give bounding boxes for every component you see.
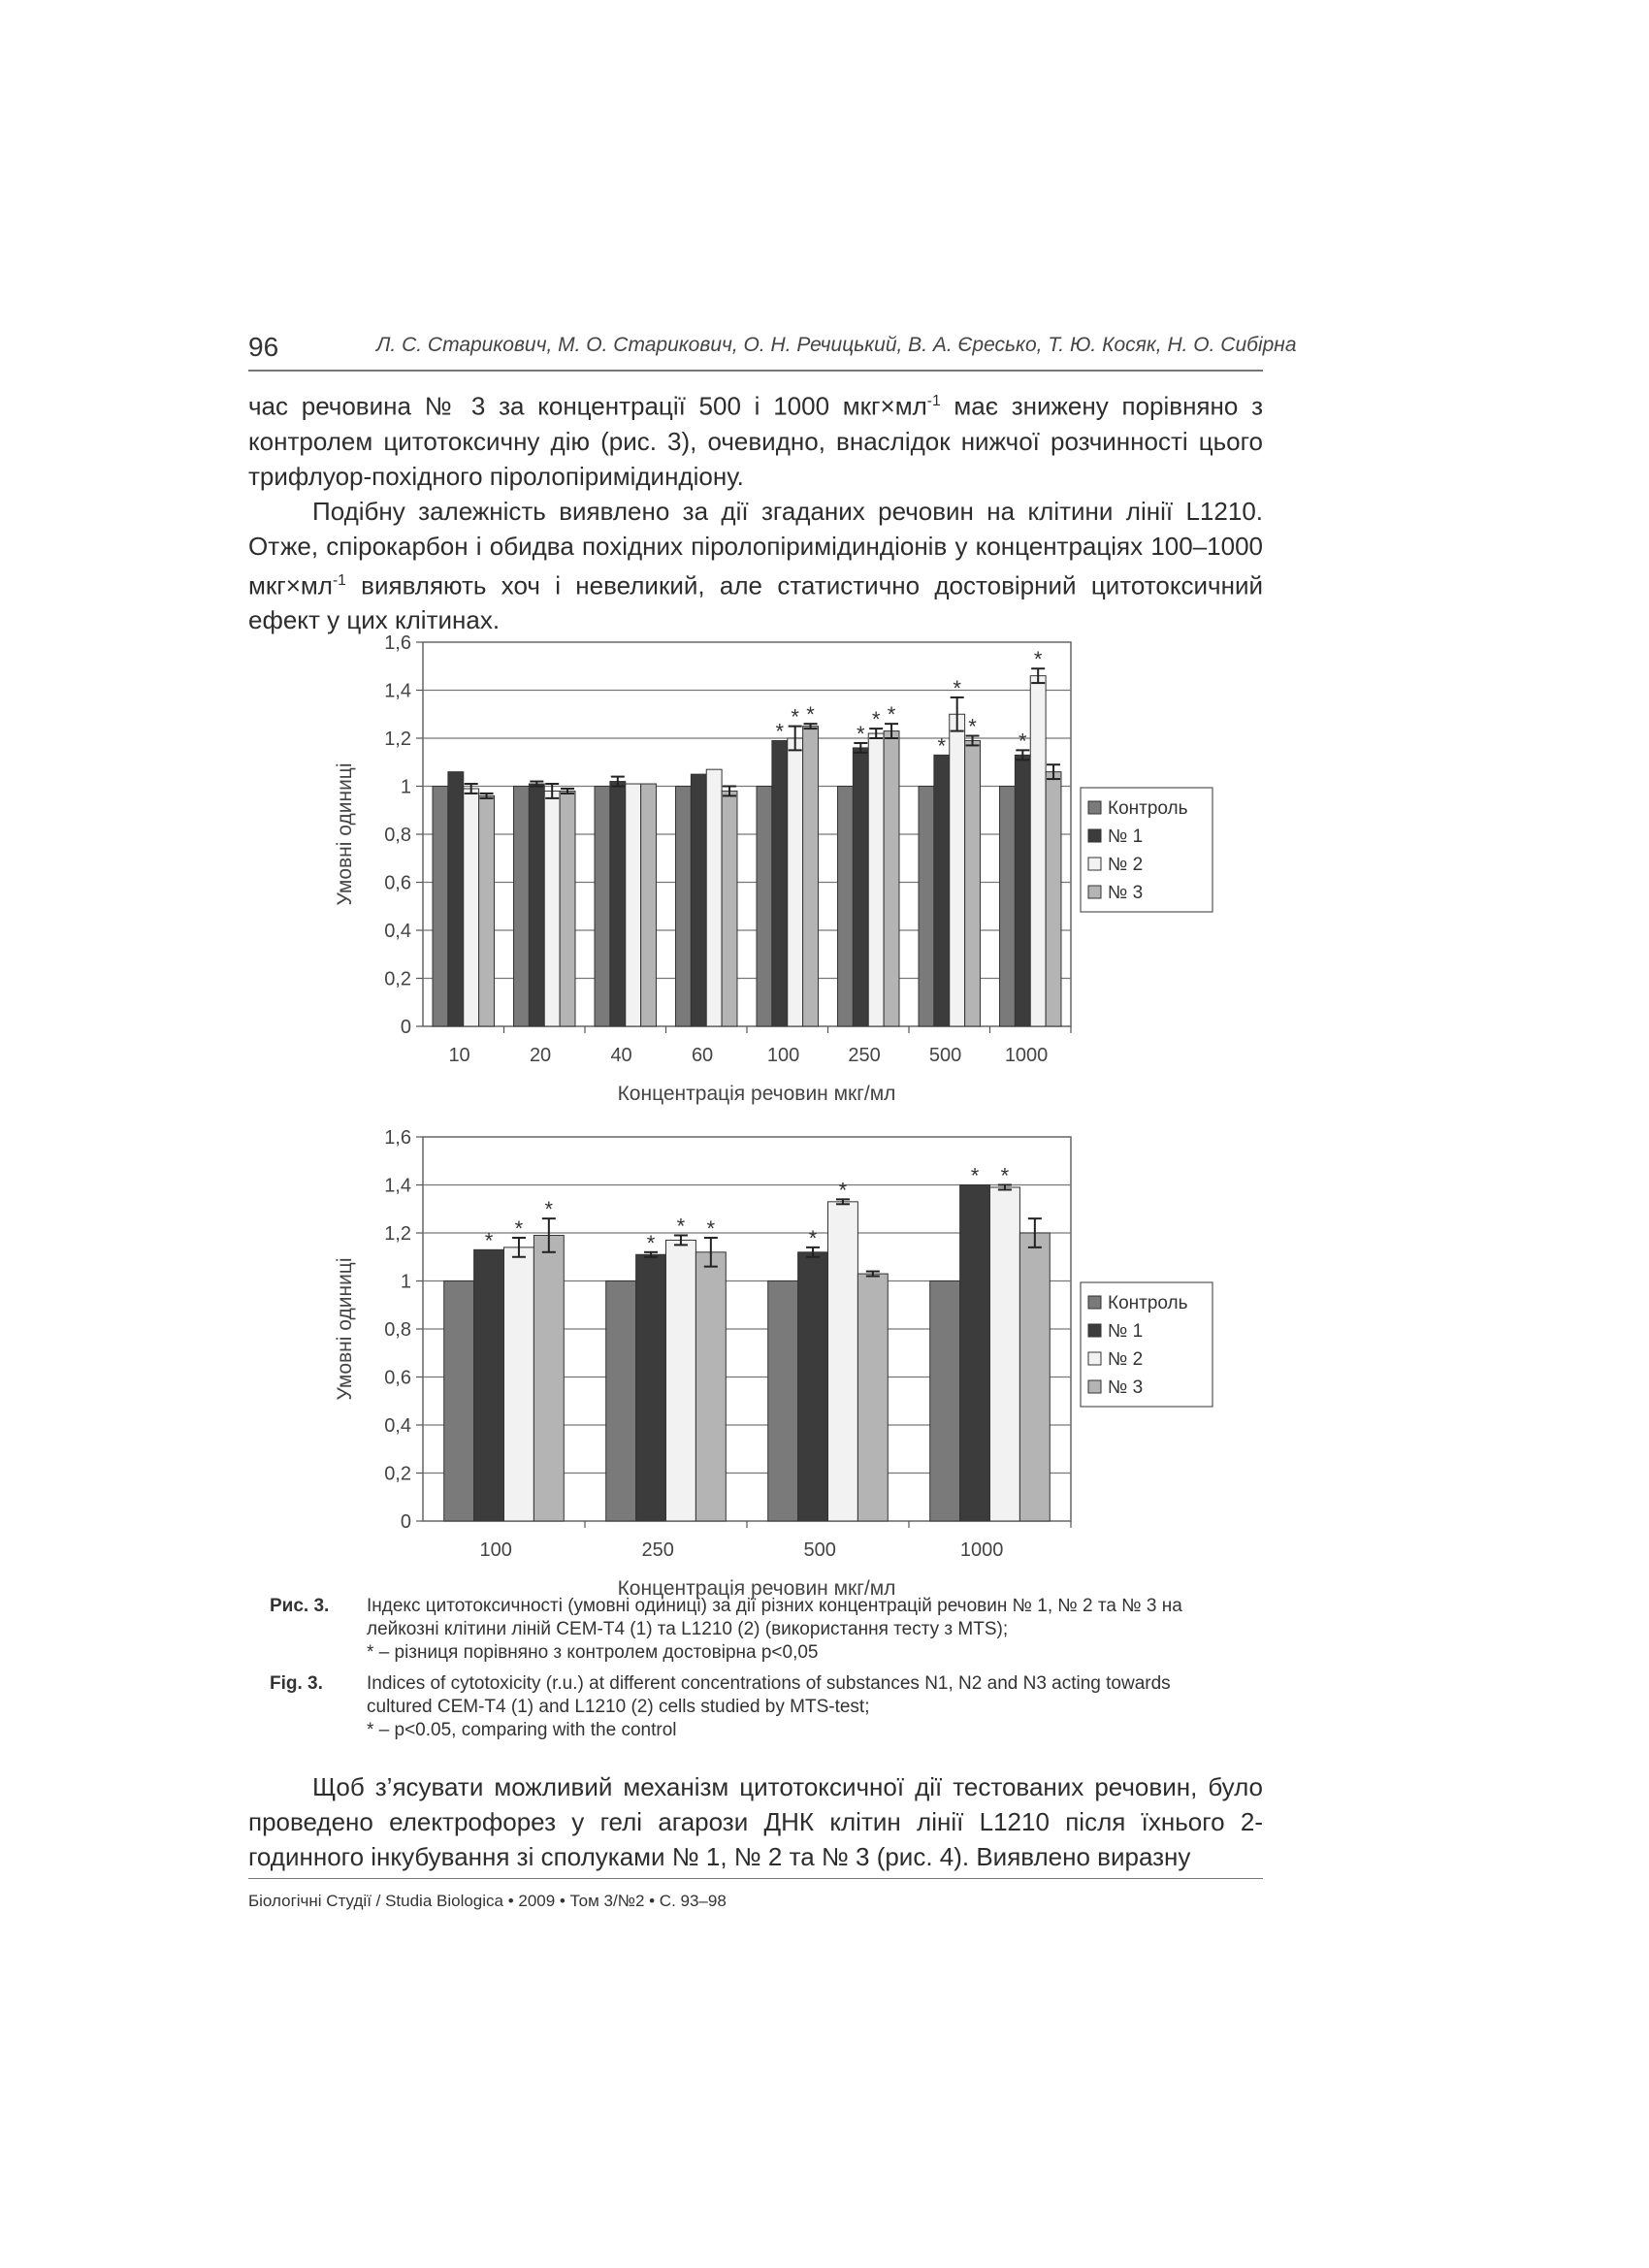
y-axis-label: Умовні одиниці [334,1257,356,1401]
legend-label: Контроль [1108,798,1188,819]
paragraph: Подібну залежність виявлено за дії згаданих речовин на клітини лінії L1210. Отже, спірокарбон і обидва похідних піролопіримідиндіонів у концентраціях 100–1000 $мкг\times мл^{-1}$ виявляють хоч і невеликий, але статистично достовірний цитотоксичний ефект у цих клітинах. [248,496,1263,635]
significance-asterisk: * [484,1228,494,1253]
bar [504,1247,534,1521]
bar [768,1281,798,1522]
x-tick-label: 250 [848,1045,881,1066]
bar [884,731,899,1026]
body-text-bottom [248,1769,1263,1874]
x-tick-label: 500 [803,1539,836,1561]
paragraph: Щоб з’ясувати можливий механізм цитотоксичної дії тестованих речовин, було проведено електрофорез у гелі агарози ДНК клітин лінії L1210 після їхнього 2-годинного інкубування зі сполуками № 1, № 2 та № 3 (рис. 4). Виявлено виразну [248,1772,1263,1871]
bar [838,787,854,1027]
legend-swatch [1088,886,1101,898]
bar [798,1252,828,1521]
significance-asterisk: * [808,1225,818,1250]
significance-asterisk: * [953,675,961,700]
significance-asterisk: * [514,1215,524,1241]
bar [695,1252,726,1521]
bar [448,772,464,1026]
x-tick-label: 500 [928,1045,962,1066]
bar [919,787,934,1027]
significance-asterisk: * [646,1230,656,1255]
y-tick-label: 1,2 [384,1223,411,1245]
significance-asterisk: * [871,707,881,732]
legend-swatch [1088,1296,1101,1309]
significance-asterisk: * [1018,729,1027,754]
legend-swatch [1088,801,1101,814]
legend-label: № 1 [1108,1321,1144,1342]
bar [691,774,706,1026]
y-tick-label: 0,6 [384,872,411,894]
bar [606,1281,636,1522]
significance-asterisk: * [1033,647,1043,672]
significance-asterisk: * [791,704,799,729]
y-tick-label: 0,2 [384,1463,411,1485]
bar [722,791,737,1026]
bar [706,769,722,1026]
bar [828,1202,858,1521]
body-text-top [248,384,1263,637]
bar [1019,1233,1050,1521]
bar [853,748,868,1026]
bar [1015,755,1030,1026]
significance-asterisk: * [968,714,977,739]
caption-label: Fig. 3. [270,1673,323,1694]
bar [444,1281,474,1522]
x-axis-label: Концентрація речовин мкг/мл [617,1083,896,1105]
significance-asterisk: * [806,702,815,728]
figure-caption-ua: Рис. 3. Індекс цитотоксичності (умовні одиниці) за дії різних концентрацій речовин № 1, № 2 та № 3 на лейкозні клітини ліній CEM-T4 (1) та L1210 (2) (використання тесту з MTS); * – різниця порівняно з контролем достовірна p<0,05 [270,1596,1182,1663]
bar [803,727,819,1026]
bar [1000,787,1016,1027]
y-tick-label: 1,6 [384,1127,411,1149]
significance-asterisk: * [937,733,947,759]
bar [934,755,950,1026]
y-tick-label: 1 [400,776,411,798]
caption-label: Рис. 3. [270,1596,330,1616]
legend-swatch [1088,858,1101,870]
bar [474,1249,504,1521]
significance-asterisk: * [857,721,865,746]
significance-asterisk: * [887,702,896,728]
bar-chart-l1210 [291,1125,1242,1601]
legend-label: Контроль [1108,1293,1188,1313]
bar [1046,772,1061,1026]
legend-label: № 2 [1108,855,1144,875]
page-number: 96 [248,332,279,362]
y-tick-label: 0,4 [384,921,411,942]
x-tick-label: 20 [529,1045,552,1066]
y-tick-label: 0,8 [384,825,411,846]
bar [772,740,788,1026]
y-tick-label: 0 [400,1511,411,1533]
y-tick-label: 1 [400,1271,411,1293]
x-tick-label: 1000 [1004,1045,1049,1066]
paragraph: час речовина № 3 за концентрації 500 і 1000 $мкг\times мл^{-1}$ має знижену порівняно з контролем цитотоксичну дію (рис. 3), очевидно, внаслідок нижчої розчинності цього трифлуор-похідного піролопіримідиндіону. [248,391,1263,491]
y-tick-label: 1,2 [384,729,411,750]
legend-label: № 3 [1108,1377,1144,1398]
y-tick-label: 0,8 [384,1319,411,1341]
bar [560,791,575,1026]
bar [1030,676,1046,1026]
legend-label: № 2 [1108,1349,1144,1370]
legend-label: № 3 [1108,883,1144,903]
bar [433,787,448,1027]
significance-asterisk: * [775,719,785,744]
y-tick-label: 0,6 [384,1367,411,1389]
y-tick-label: 1,4 [384,680,411,702]
x-tick-label: 60 [691,1045,714,1066]
bar [529,784,544,1026]
y-tick-label: 0,2 [384,968,411,990]
bar [464,789,479,1026]
bar [636,1254,666,1521]
y-tick-label: 1,6 [384,632,411,654]
x-tick-label: 100 [766,1045,800,1066]
bar [990,1187,1020,1521]
journal-footer: Біологічні Студії / Studia Biologica • 2009 • Том 3/№2 • С. 93–98 [248,1892,727,1910]
significance-asterisk: * [706,1215,716,1241]
y-tick-label: 0,4 [384,1415,411,1437]
header-rule [248,370,1263,372]
bar [960,1185,990,1522]
y-tick-label: 1,4 [384,1175,411,1197]
significance-asterisk: * [1000,1163,1010,1188]
running-head-authors: Л. С. Старикович, М. О. Старикович, О. Н. Речицький, В. А. Єресько, Т. Ю. Косяк, Н. О. Сибірна [376,334,1297,356]
bar [930,1281,960,1522]
bar [857,1274,888,1521]
x-tick-label: 1000 [959,1539,1004,1561]
y-axis-label: Умовні одиниці [334,762,356,906]
figure-caption-en: Fig. 3. Indices of cytotoxicity (r.u.) at different concentrations of substances N1, N2 and N3 acting towards cultured CEM-T4 (1) and L1210 (2) cells studied by MTS-test; * – p<0.05, comparing with the control [270,1673,1171,1740]
legend-swatch [1088,1352,1101,1365]
x-tick-label: 40 [610,1045,632,1066]
bar [965,740,981,1026]
bar [676,787,692,1027]
legend-swatch [1088,829,1101,842]
bar [666,1240,696,1521]
significance-asterisk: * [838,1178,848,1203]
significance-asterisk: * [970,1163,980,1188]
bar [514,787,530,1027]
x-tick-label: 100 [479,1539,512,1561]
bar [544,791,560,1026]
bar [788,738,803,1026]
bar [757,787,772,1027]
bar [595,787,610,1027]
y-tick-label: 0 [400,1017,411,1038]
legend-swatch [1088,1380,1101,1393]
legend-label: № 1 [1108,826,1144,847]
x-tick-label: 250 [641,1539,674,1561]
bar [610,782,626,1026]
footer-rule [248,1878,1263,1879]
x-tick-label: 10 [448,1045,470,1066]
bar [534,1235,564,1521]
significance-asterisk: * [544,1197,554,1222]
bar [950,714,965,1026]
bar [626,784,641,1026]
significance-asterisk: * [676,1214,686,1239]
bar [641,784,657,1026]
bar [479,795,495,1026]
bar [868,733,884,1026]
legend-swatch [1088,1324,1101,1337]
x-axis-label: Концентрація речовин мкг/мл [617,1577,896,1600]
bar-chart-cem-t4 [291,631,1242,1106]
